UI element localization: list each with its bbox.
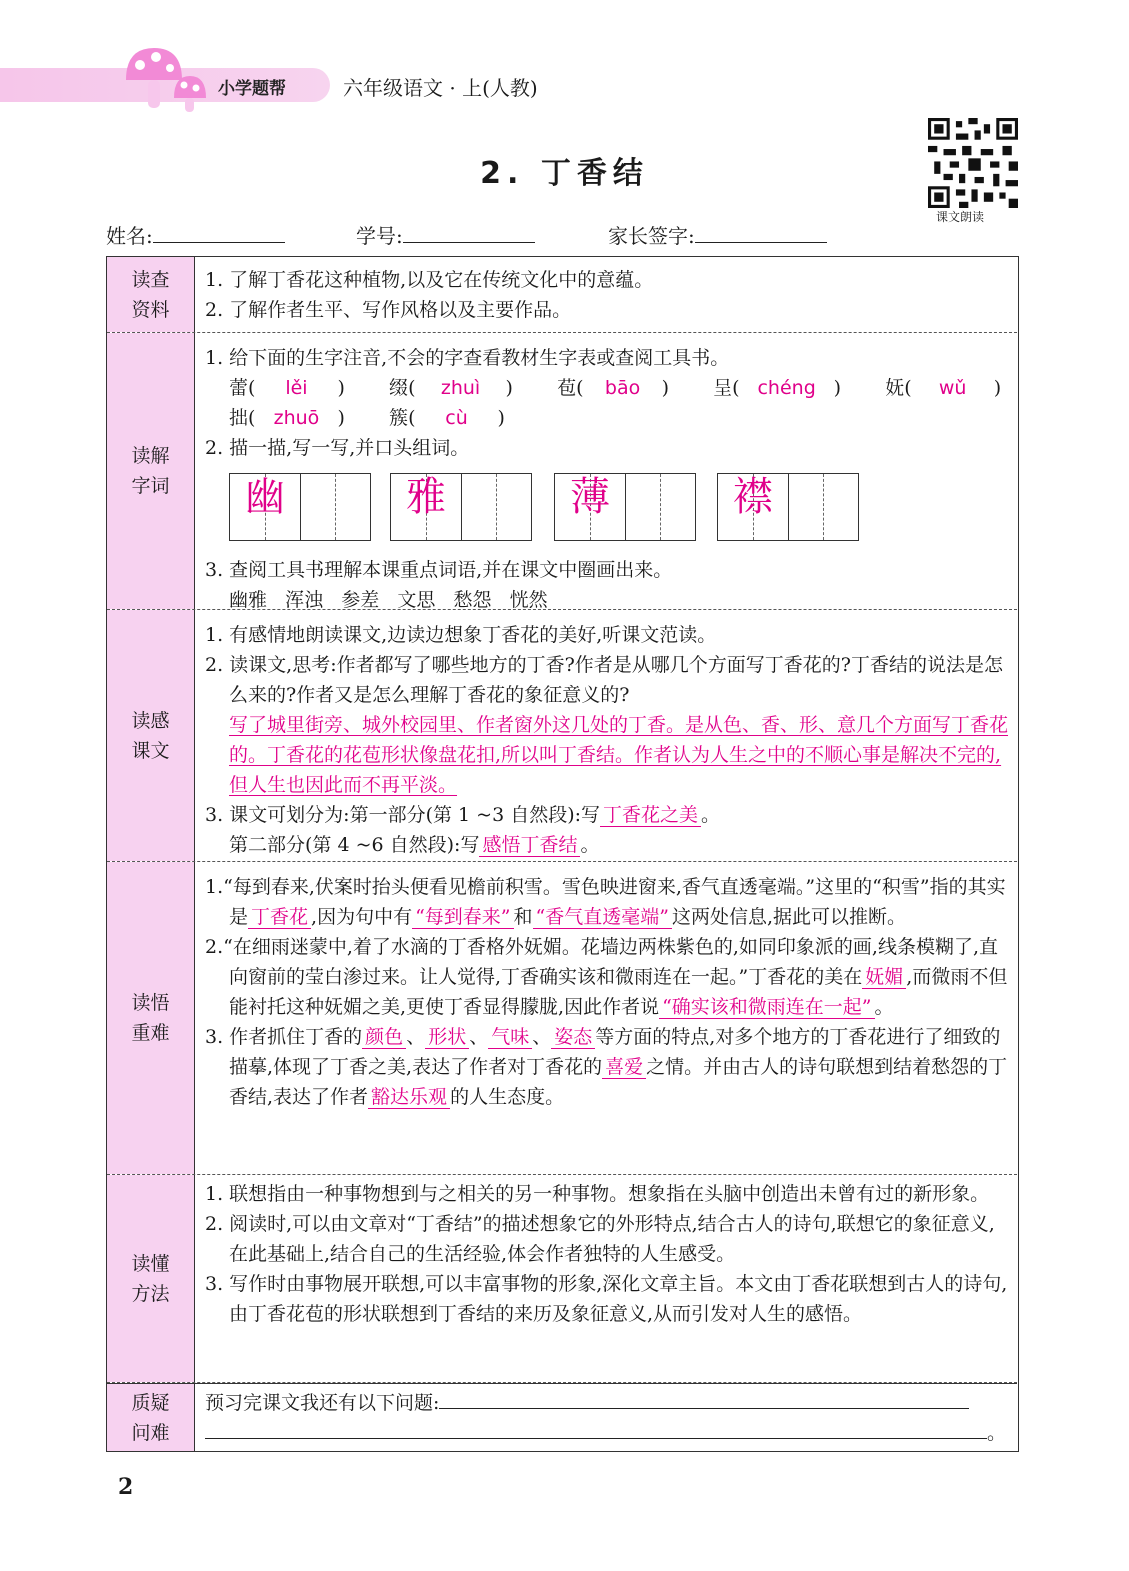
page-title: 2. 丁香结	[480, 156, 649, 191]
brand-name: 小学题帮	[218, 79, 286, 99]
section-methods	[107, 1175, 1017, 1383]
question-prompt: 预习完课文我还有以下问题:	[205, 1388, 1011, 1418]
section-vocabulary	[107, 333, 1017, 610]
answer-blank: 丁香花之美	[600, 804, 701, 827]
name-field[interactable]: 姓名:	[106, 220, 285, 249]
question-text: 3. 查阅工具书理解本课重点词语,并在课文中圈画出来。	[205, 559, 673, 581]
section-reference	[107, 257, 1017, 333]
section-label: 读懂 方法	[107, 1175, 195, 1382]
mushroom-logo-icon	[118, 40, 218, 115]
writing-grid	[205, 463, 1011, 555]
question-text: 1. 给下面的生字注音,不会的字查看教材生字表或查阅工具书。	[205, 347, 730, 369]
student-number-field[interactable]: 学号:	[356, 220, 535, 249]
pinyin-row: 拙( zhuō ) 簇( cù )	[229, 407, 505, 429]
writing-box[interactable]: 雅	[390, 473, 532, 541]
writing-box[interactable]: 薄	[554, 473, 696, 541]
answer-blank: 感悟丁香结	[479, 834, 580, 857]
writing-box[interactable]: 幽	[229, 473, 371, 541]
parent-signature-field[interactable]: 家长签字:	[608, 220, 827, 249]
pinyin-row: 蕾( lěi ) 缀( zhuì ) 苞( bāo ) 呈( chéng ) 妩( wǔ )	[229, 377, 1002, 399]
word-list: 幽雅 浑浊 参差 文思 愁怨 恍然	[229, 589, 548, 611]
page-number: 2	[118, 1474, 134, 1500]
section-questions: 质疑 问难 预习完课文我还有以下问题: 。	[107, 1383, 1017, 1451]
question-text: 2. 描一描,写一写,并口头组词。	[205, 437, 470, 459]
list-item: 1. 联想指由一种事物想到与之相关的另一种事物。想象指在头脑中创造出未曾有过的新形象。	[205, 1183, 990, 1205]
list-item: 3. 写作时由事物展开联想,可以丰富事物的形象,深化文章主旨。本文由丁香花联想到古人的诗句,由丁香花苞的形状联想到丁香结的来历及象征意义,从而引发对人生的感悟。	[205, 1273, 1008, 1325]
section-key-points	[107, 862, 1017, 1175]
answer-line[interactable]	[439, 1390, 969, 1409]
section-label: 读解 字词	[107, 333, 195, 609]
qr-code-icon[interactable]	[928, 118, 1018, 208]
writing-box[interactable]: 襟	[717, 473, 859, 541]
section-label: 读悟 重难	[107, 862, 195, 1174]
list-item: 1. 了解丁香花这种植物,以及它在传统文化中的意蕴。	[205, 269, 654, 291]
section-label: 读感 课文	[107, 610, 195, 861]
section-feel-text: 读感 课文 1. 有感情地朗读课文,边读边想象丁香花的美好,听课文范读。 2. 读课文,思考:作者都写了哪些地方的丁香?作者是从哪几个方面写丁香花的?丁香结的说法是怎么来的?作者又是怎么理解丁香花的象征意义的? 写了城里街旁、城外校园里、作者窗外这几处的丁香。是从色、香、形、意几个方面写丁香花的。丁香花的花苞形状像盘花扣,所以叫丁香结。作者认为人生之中的不顺心事是解决不完的,但人生也因此而不再平淡。 3. 课文可划分为:第一部分(第 1 ~3 自然段):写 丁香花之美 。 第二部分(第 4 ~6 自然段):写 感悟丁香结 。	[107, 610, 1017, 862]
list-item: 2. 阅读时,可以由文章对“丁香结”的描述想象它的外形特点,结合古人的诗句,联想它的象征意义,在此基础上,结合自己的生活经验,体会作者独特的人生感受。	[205, 1213, 995, 1265]
section-label: 质疑 问难	[107, 1384, 195, 1451]
list-item: 2. 了解作者生平、写作风格以及主要作品。	[205, 299, 572, 321]
answer-text: 写了城里街旁、城外校园里、作者窗外这几处的丁香。是从色、香、形、意几个方面写丁香花的。丁香花的花苞形状像盘花扣,所以叫丁香结。作者认为人生之中的不顺心事是解决不完的,但人生也因此而不再平淡。	[229, 714, 1009, 796]
list-item: 3. 作者抓住丁香的 颜色 、 形状 、 气味 、 姿态 等方面的特点,对多个地方的丁香花进行了细致的描摹,体现了丁香之美,表达了作者对丁香花的 喜爱 之情。并由古人的诗句联想到结着愁怨的丁香结,表达了作者 豁达乐观 的人生态度。	[205, 1026, 1008, 1108]
list-item: 2.“在细雨迷蒙中,着了水滴的丁香格外妩媚。花墙边两株紫色的,如同印象派的画,线条模糊了,直向窗前的莹白渗过来。让人觉得,丁香确实该和微雨连在一起。”丁香花的美在 妩媚 ,而微雨不但能衬托这种妩媚之美,更使丁香显得朦胧,因此作者说 “确实该和微雨连在一起” 。	[205, 936, 1008, 1018]
qr-label: 课文朗读	[936, 210, 985, 224]
section-label: 读查 资料	[107, 257, 195, 332]
list-item: 1.“每到春来,伏案时抬头便看见檐前积雪。雪色映进窗来,香气直透毫端。”这里的“积雪”指的其实是 丁香花 ,因为句中有 “每到春来” 和 “香气直透毫端” 这两处信息,据此可以推断。	[205, 876, 1006, 928]
course-title: 六年级语文 · 上(人教)	[343, 76, 538, 100]
study-table	[106, 256, 1019, 1452]
question-text: 1. 有感情地朗读课文,边读边想象丁香花的美好,听课文范读。	[205, 624, 717, 646]
question-text: 2. 读课文,思考:作者都写了哪些地方的丁香?作者是从哪几个方面写丁香花的?丁香结的说法是怎么来的?作者又是怎么理解丁香花的象征意义的?	[205, 654, 1003, 706]
answer-line[interactable]	[205, 1420, 987, 1439]
